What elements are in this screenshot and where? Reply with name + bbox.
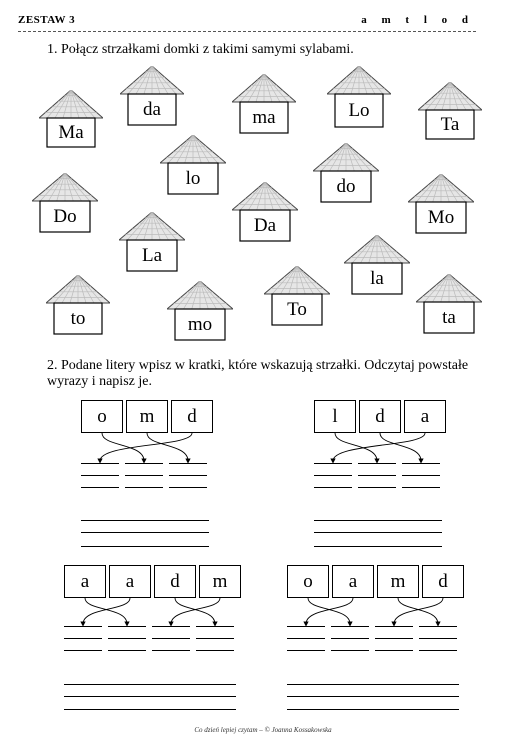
house-syllable: Da [253,215,277,236]
house-syllable: La [141,245,163,266]
house-syllable: mo [187,314,213,335]
worksheet-set-title: ZESTAW 3 [18,14,76,26]
house-syllable: Ma [58,122,84,143]
house-syllable: ma [252,107,276,128]
task1-instruction: 1. Połącz strzałkami domki z takimi samymi sylabami. [47,42,354,57]
letter-box: a [332,565,374,598]
worksheet-letters: a m t l o d [361,14,474,26]
house-syllable: ta [442,307,456,328]
house-syllable: lo [185,168,201,189]
house-syllable: Do [53,206,77,227]
task2-instruction: 2. Podane litery wpisz w kratki, które wskazują strzałki. Odczytaj powstałe wyrazy i napisz je. [47,358,469,389]
house-syllable: la [370,268,384,289]
letter-box: m [126,400,168,433]
arrow [306,598,353,624]
letter-box: d [154,565,196,598]
letter-box: d [359,400,401,433]
arrow [394,598,443,624]
house-syllable: Ta [440,114,460,135]
house-syllable: To [287,299,307,320]
letter-box: a [64,565,106,598]
letter-box: o [81,400,123,433]
letter-box: d [171,400,213,433]
letter-box: m [199,565,241,598]
letter-box: d [422,565,464,598]
house-syllable: Lo [348,100,370,121]
arrow [308,598,350,624]
letter-box: a [109,565,151,598]
footer-credit: Co dzień lepiej czytam – © Joanna Kossakowska [194,726,332,734]
letter-box: m [377,565,419,598]
letter-box: a [404,400,446,433]
house-syllable: da [143,99,161,120]
house-syllable: Mo [427,207,455,228]
house-syllable: to [70,308,86,329]
house-syllable: do [336,176,356,197]
letter-box: l [314,400,356,433]
letter-box: o [287,565,329,598]
arrow [398,598,438,624]
